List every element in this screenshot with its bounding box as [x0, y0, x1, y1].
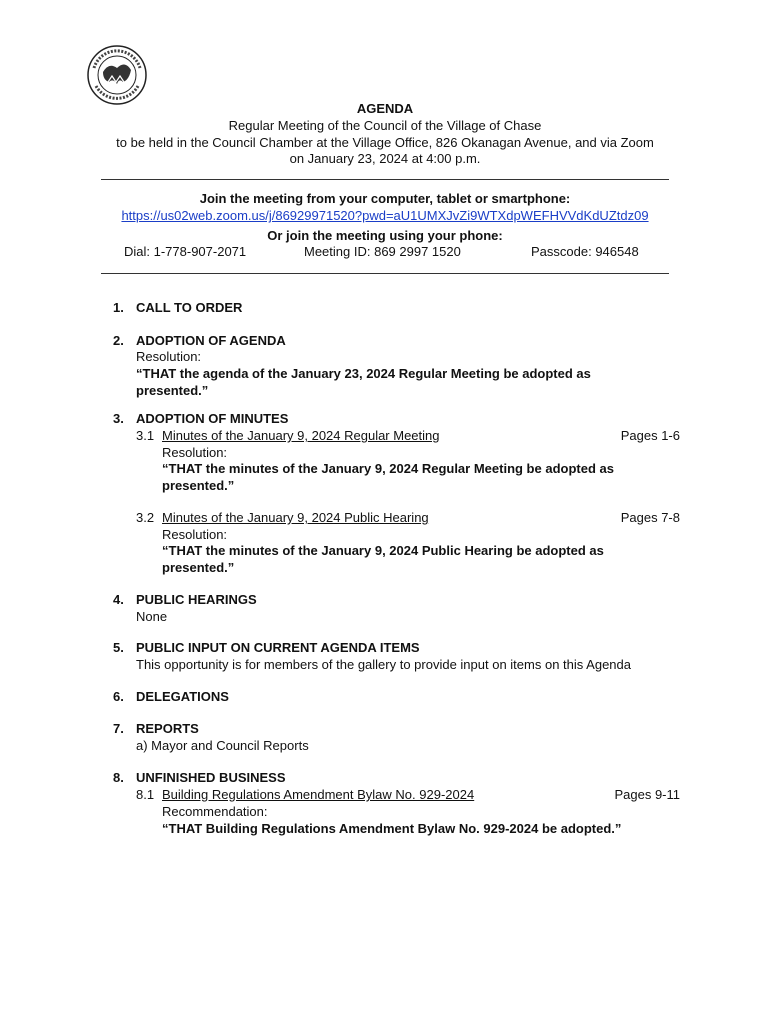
village-seal-logo — [86, 44, 148, 106]
resolution-label: Resolution: — [162, 526, 228, 542]
item-title: UNFINISHED BUSINESS — [136, 770, 286, 785]
resolution-text: “THAT the agenda of the January 23, 2024 Regular Meeting be adopted as — [136, 366, 591, 381]
item-number: 5. — [113, 640, 124, 655]
item-title: PUBLIC HEARINGS — [136, 592, 257, 607]
resolution-text: presented.” — [162, 477, 235, 493]
meeting-id: Meeting ID: 869 2997 1520 — [304, 244, 461, 259]
zoom-phone-heading: Or join the meeting using your phone: — [267, 228, 503, 243]
page-reference: Pages 1-6 — [620, 428, 680, 443]
item-title: REPORTS — [136, 721, 199, 736]
meeting-location: to be held in the Council Chamber at the Village Office, 826 Okanagan Avenue, and via Zoom — [116, 134, 654, 150]
agenda-title: AGENDA — [356, 101, 414, 116]
sub-item-number: 3.1 — [136, 428, 155, 443]
item-number: 2. — [113, 333, 124, 348]
resolution-label: Resolution: — [162, 444, 228, 460]
sub-item-number: 8.1 — [136, 787, 155, 802]
item-number: 4. — [113, 592, 124, 607]
item-title: PUBLIC INPUT ON CURRENT AGENDA ITEMS — [136, 640, 420, 655]
item-number: 3. — [113, 411, 124, 426]
sub-item-title[interactable]: Minutes of the January 9, 2024 Regular Meeting — [162, 428, 440, 443]
sub-item-title[interactable]: Minutes of the January 9, 2024 Public Hearing — [162, 510, 429, 525]
divider-bottom — [101, 273, 669, 274]
item-number: 8. — [113, 770, 124, 785]
meeting-datetime: on January 23, 2024 at 4:00 p.m. — [289, 151, 481, 166]
divider-top — [101, 179, 669, 180]
item-title: DELEGATIONS — [136, 689, 229, 704]
resolution-text: “THAT the minutes of the January 9, 2024 Regular Meeting be adopted as — [162, 461, 614, 476]
item-title: CALL TO ORDER — [136, 300, 243, 315]
sub-item-number: 3.2 — [136, 510, 155, 525]
resolution-text: presented.” — [136, 382, 209, 398]
item-number: 1. — [113, 300, 124, 315]
item-text: None — [136, 608, 168, 624]
passcode: Passcode: 946548 — [531, 244, 639, 259]
resolution-text: presented.” — [162, 559, 235, 575]
resolution-label: Resolution: — [136, 349, 202, 364]
item-title: ADOPTION OF MINUTES — [136, 411, 289, 426]
dial-in-details — [0, 244, 770, 262]
resolution-text: “THAT the minutes of the January 9, 2024 Public Hearing be adopted as — [162, 543, 604, 558]
item-text: a) Mayor and Council Reports — [136, 737, 309, 753]
item-title: ADOPTION OF AGENDA — [136, 333, 286, 348]
zoom-join-heading: Join the meeting from your computer, tablet or smartphone: — [199, 191, 571, 206]
page-reference: Pages 7-8 — [620, 510, 680, 525]
recommendation-text: “THAT Building Regulations Amendment Bylaw No. 929-2024 be adopted.” — [162, 821, 622, 836]
item-number: 7. — [113, 721, 124, 736]
page-reference: Pages 9-11 — [614, 787, 680, 802]
item-number: 6. — [113, 689, 124, 704]
zoom-meeting-link[interactable]: https://us02web.zoom.us/j/86929971520?pwd=aU1UMXJvZi9WTXdpWEFHVVdKdUZtdz09 — [121, 208, 649, 223]
item-text: This opportunity is for members of the gallery to provide input on items on this Agenda — [136, 656, 631, 672]
meeting-description: Regular Meeting of the Council of the Village of Chase — [228, 118, 542, 133]
dial-number: Dial: 1-778-907-2071 — [124, 244, 247, 259]
sub-item-title[interactable]: Building Regulations Amendment Bylaw No. 929-2024 — [162, 787, 475, 802]
recommendation-label: Recommendation: — [162, 804, 268, 819]
